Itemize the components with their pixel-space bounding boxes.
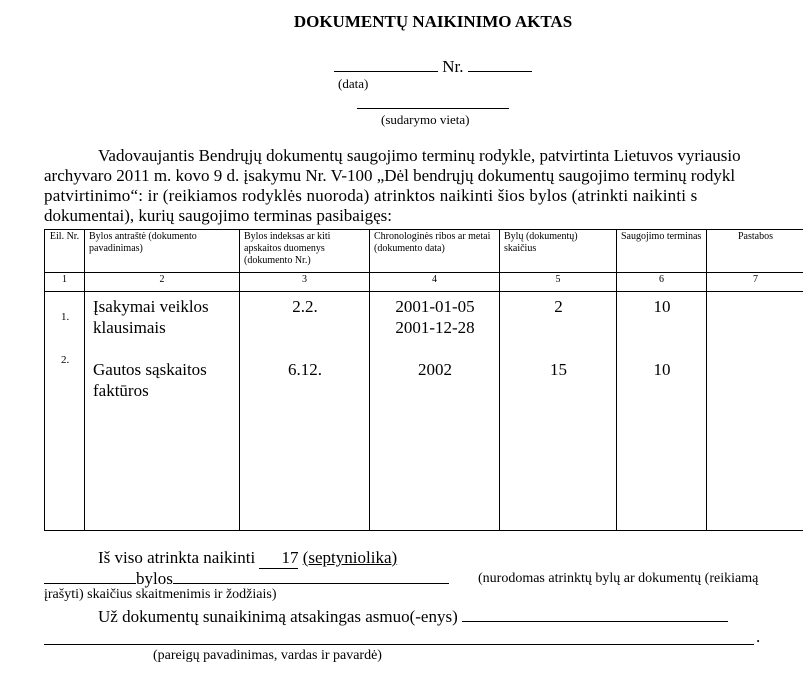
bylos-line: [44, 569, 449, 589]
total-prefix: Iš viso atrinkta naikinti: [98, 548, 256, 567]
col-header-index: Bylos indeksas ar kiti apskaitos duomenys (dokumento Nr.): [240, 230, 370, 273]
nr-cell: [45, 292, 85, 531]
paragraph-line-2: archyvaro 2011 m. kovo 9 d. įsakymu Nr. V-100 „Dėl bendrųjų dokumentų saugojimo terminų rodykl: [44, 166, 736, 185]
column-number: 1: [45, 273, 85, 292]
place-hint: (sudarymo vieta): [381, 112, 470, 127]
notes-cell: [707, 292, 803, 531]
responsible-label: Už dokumentų sunaikinimą atsakingas asmuo(-enys): [98, 607, 458, 626]
responsible-blank[interactable]: [462, 620, 728, 622]
row-1-dates: 2001-01-05 2001-12-28: [395, 297, 475, 337]
place-blank[interactable]: [357, 108, 509, 109]
col-header-notes: Pastabos: [707, 230, 803, 273]
row-2-dates: 2002: [418, 360, 452, 379]
bylos-blank-left[interactable]: [44, 582, 136, 584]
records-table: [44, 229, 803, 531]
bylos-label: bylos: [136, 569, 173, 588]
count-cell: [500, 292, 617, 531]
column-number-row: [45, 273, 803, 292]
closing-period: .: [756, 627, 761, 646]
col-header-term: Saugojimo terminas: [617, 230, 707, 273]
paragraph-line-4: dokumentai), kurių saugojimo terminas pasibaigęs:: [44, 206, 392, 225]
date-hint: (data): [338, 76, 369, 91]
row-1-count: 2: [554, 297, 563, 316]
row-1-index: 2.2.: [292, 297, 318, 316]
total-line: [98, 548, 397, 569]
nr-label: Nr.: [442, 57, 464, 76]
col-header-title: Bylos antraštė (dokumento pavadinimas): [85, 230, 240, 273]
row-2-index: 6.12.: [288, 360, 322, 379]
table-header-row: [45, 230, 803, 273]
total-value[interactable]: 17: [259, 548, 298, 569]
row-1-nr: 1.: [61, 311, 70, 323]
col-header-count: Bylų (dokumentų) skaičius: [500, 230, 617, 273]
bylos-hint: (nurodomas atrinktų bylų ar dokumentų (reikiamą: [478, 571, 759, 586]
intro-paragraph: [44, 146, 803, 226]
number-blank[interactable]: [468, 70, 532, 72]
column-number: 2: [85, 273, 240, 292]
column-number: 3: [240, 273, 370, 292]
col-header-dates: Chronologinės ribos ar metai (dokumento data): [370, 230, 500, 273]
total-words[interactable]: (septyniolika): [302, 548, 398, 567]
responsible-line: [98, 607, 728, 627]
column-number: 6: [617, 273, 707, 292]
date-blank[interactable]: [334, 70, 438, 72]
row-1-title: Įsakymai veiklos klausimais: [93, 297, 209, 337]
col-header-nr: Eil. Nr.: [45, 230, 85, 273]
title-cell: [85, 292, 240, 531]
column-number: 7: [707, 273, 803, 292]
paragraph-line-3: patvirtinimo“: ir (reikiamos rodyklės nuoroda) atrinktos naikinti šios bylos (atrinkti naikinti s: [44, 186, 698, 205]
position-hint: (pareigų pavadinimas, vardas ir pavardė): [153, 648, 382, 663]
row-1-term: 10: [653, 297, 671, 316]
column-number: 5: [500, 273, 617, 292]
table-body-row: [45, 292, 803, 531]
date-number-line: [334, 57, 532, 77]
index-cell: [240, 292, 370, 531]
document-title: DOKUMENTŲ NAIKINIMO AKTAS: [293, 12, 573, 31]
term-cell: [617, 292, 707, 531]
row-2-term: 10: [653, 360, 671, 379]
row-2-count: 15: [550, 360, 567, 379]
row-2-title: Gautos sąskaitos faktūros: [93, 360, 207, 400]
column-number: 4: [370, 273, 500, 292]
position-blank[interactable]: [44, 644, 754, 645]
bylos-hint-2: įrašyti) skaičius skaitmenimis ir žodžiais): [44, 587, 277, 602]
bylos-blank-right[interactable]: [173, 582, 449, 584]
dates-cell: [370, 292, 500, 531]
row-2-nr: 2.: [61, 354, 70, 366]
paragraph-line-1: Vadovaujantis Bendrųjų dokumentų saugojimo terminų rodykle, patvirtinta Lietuvos vyriausio: [98, 146, 741, 165]
